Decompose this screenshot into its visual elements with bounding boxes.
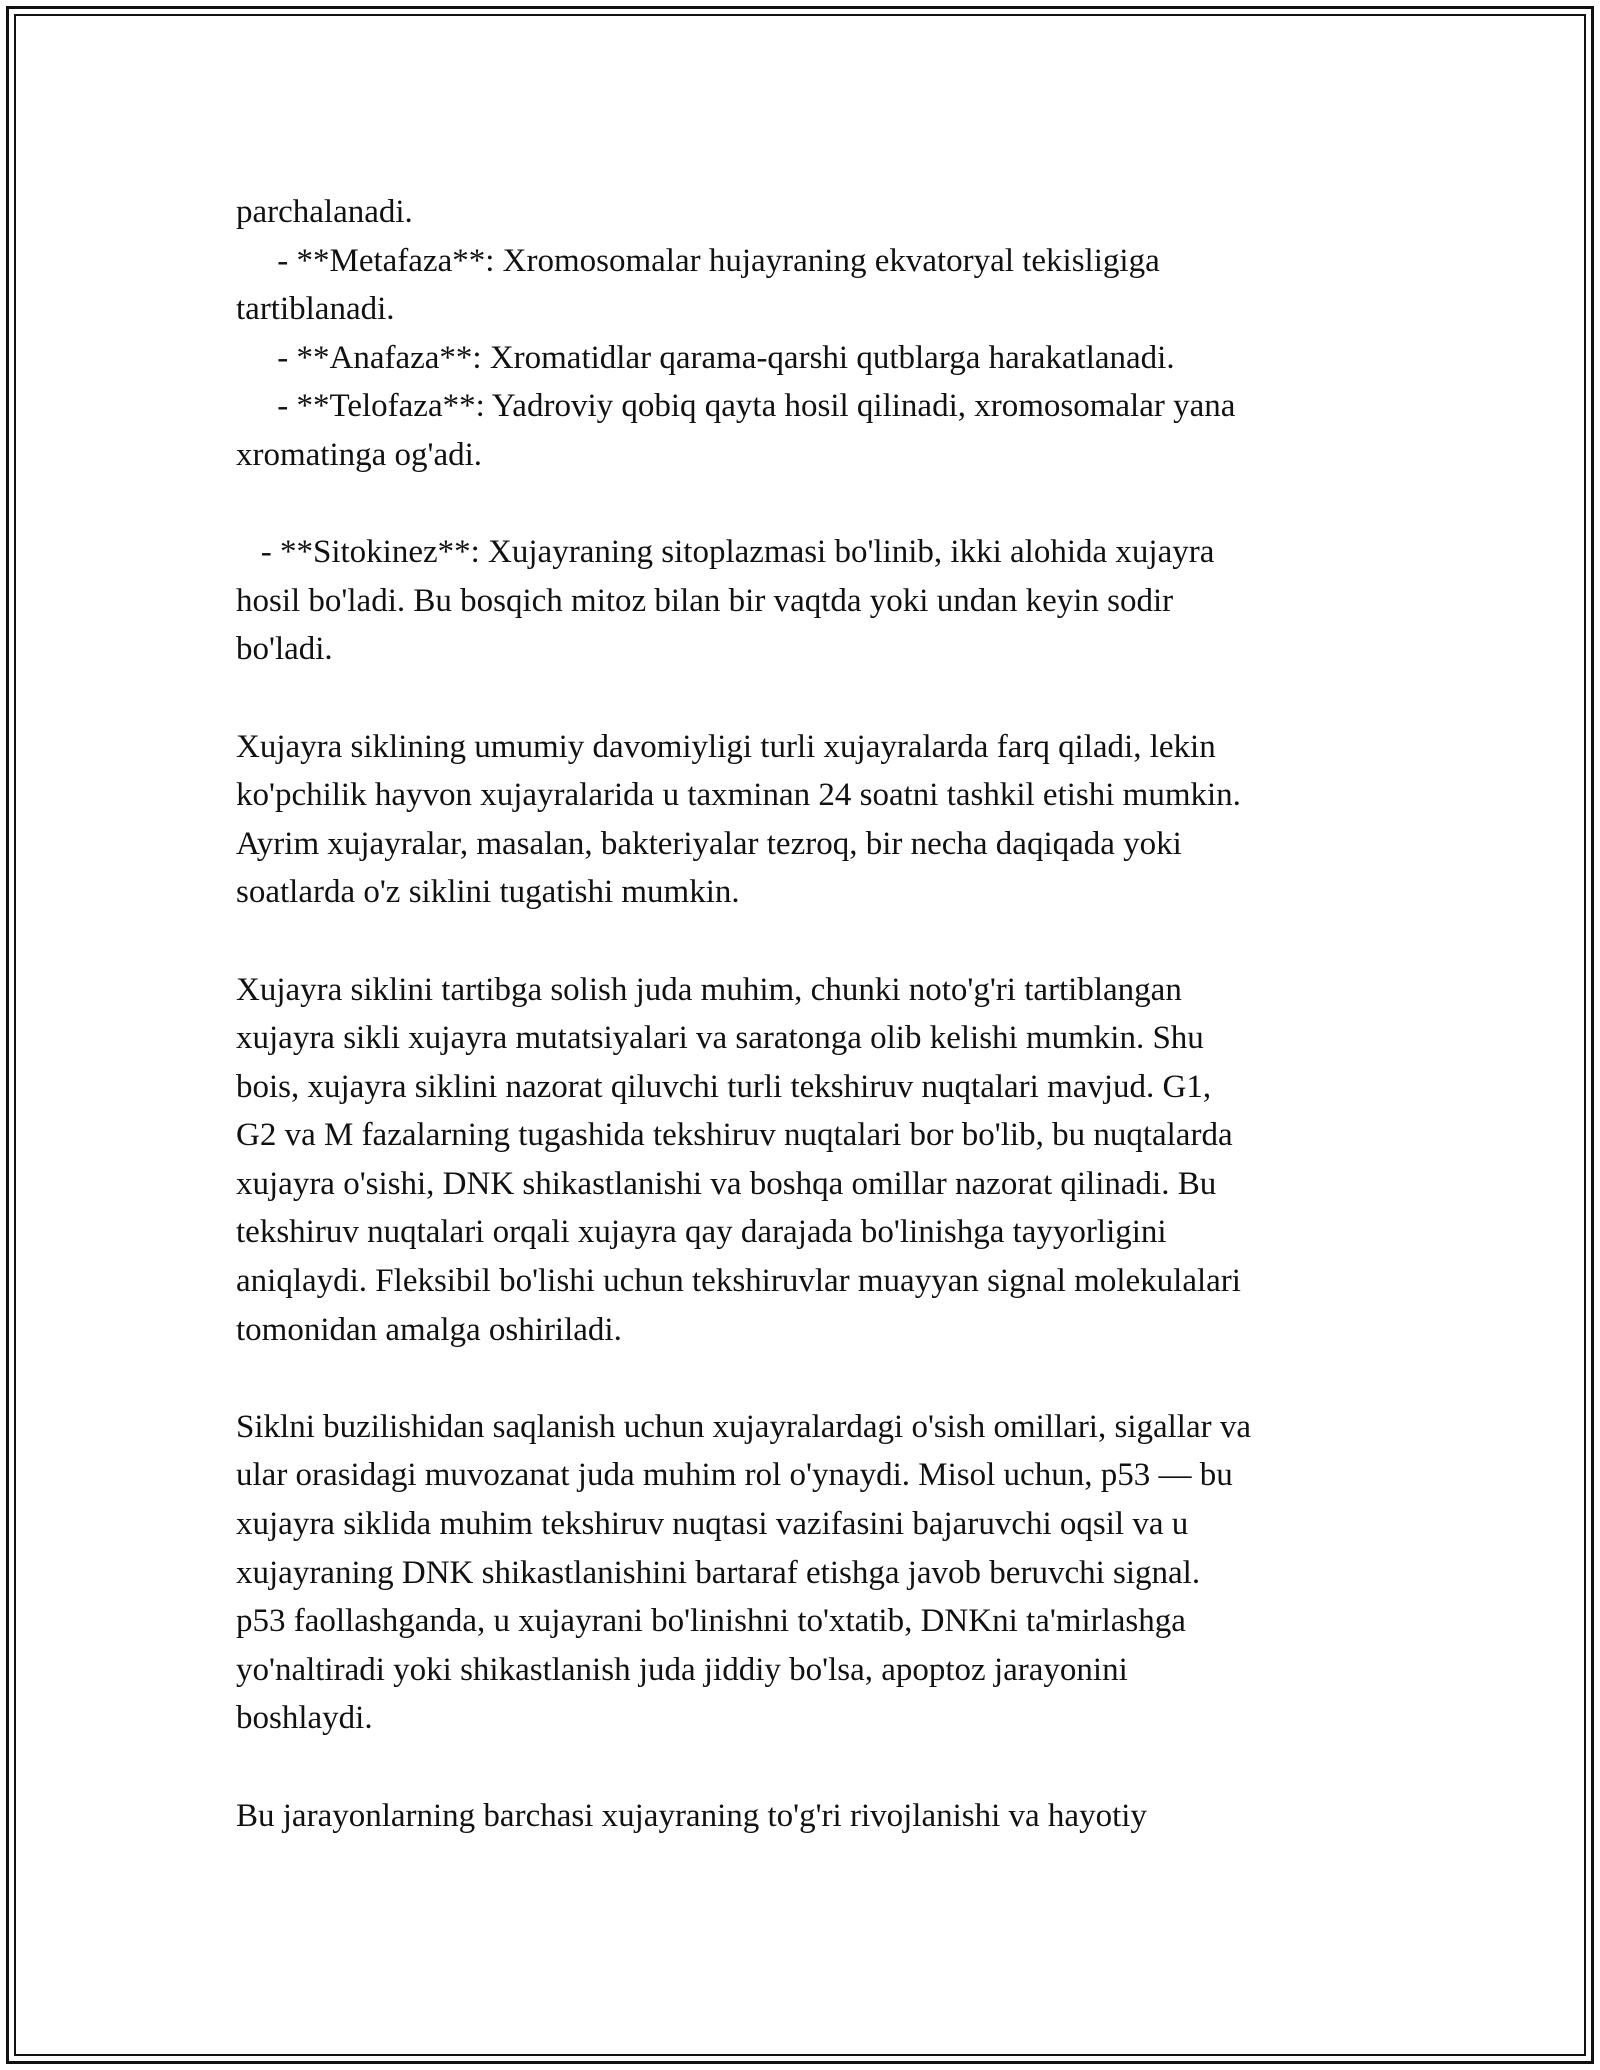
text-line: hosil bo'ladi. Bu bosqich mitoz bilan bir vaqtda yoki undan keyin sodir	[236, 582, 1174, 619]
text-line: G2 va M fazalarning tugashida tekshiruv nuqtalari bor bo'lib, bu nuqtalarda	[236, 1117, 1233, 1154]
text-line: - **Metafaza**: Xromosomalar hujayraning ekvatoryal tekisligiga	[236, 242, 1160, 279]
text-line: xujayra o'sishi, DNK shikastlanishi va boshqa omillar nazorat qilinadi. Bu	[236, 1165, 1217, 1202]
text-line: p53 faollashganda, u xujayrani bo'linishni to'xtatib, DNKni ta'mirlashga	[236, 1603, 1186, 1640]
text-line: - **Anafaza**: Xromatidlar qarama-qarshi qutblarga harakatlanadi.	[236, 339, 1175, 376]
paragraph-gap	[236, 480, 1376, 529]
text-line: tekshiruv nuqtalari orqali xujayra qay darajada bo'linishga tayyorligini	[236, 1214, 1167, 1251]
text-line: ular orasidagi muvozanat juda muhim rol o'ynaydi. Misol uchun, p53 — bu	[236, 1457, 1233, 1494]
text-line: bois, xujayra siklini nazorat qiluvchi turli tekshiruv nuqtalari mavjud. G1,	[236, 1068, 1212, 1105]
text-line: bo'ladi.	[236, 631, 333, 668]
text-line: xujayra siklida muhim tekshiruv nuqtasi vazifasini bajaruvchi oqsil va u	[236, 1506, 1189, 1543]
text-line: Ayrim xujayralar, masalan, bakteriyalar tezroq, bir necha daqiqada yoki	[236, 825, 1182, 862]
text-line: xujayraning DNK shikastlanishini bartaraf etishga javob beruvchi signal.	[236, 1554, 1201, 1591]
text-line: yo'naltiradi yoki shikastlanish juda jiddiy bo'lsa, apoptoz jarayonini	[236, 1651, 1128, 1688]
text-line: Siklni buzilishidan saqlanish uchun xujayralardagi o'sish omillari, sigallar va	[236, 1408, 1252, 1445]
text-line: Bu jarayonlarning barchasi xujayraning to'g'ri rivojlanishi va hayotiy	[236, 1797, 1147, 1834]
text-line: - **Telofaza**: Yadroviy qobiq qayta hosil qilinadi, xromosomalar yana	[236, 388, 1236, 425]
text-line: Xujayra siklining umumiy davomiyligi turli xujayralarda farq qiladi, lekin	[236, 728, 1216, 765]
paragraph-gap	[236, 1354, 1376, 1403]
text-line: xromatinga og'adi.	[236, 436, 483, 473]
text-line: aniqlaydi. Fleksibil bo'lishi uchun tekshiruvlar muayyan signal molekulalari	[236, 1263, 1241, 1300]
paragraph-gap	[236, 674, 1376, 723]
paragraph-gap	[236, 1743, 1376, 1792]
text-line: tartiblanadi.	[236, 291, 395, 328]
text-line: ko'pchilik hayvon xujayralarida u taxminan 24 soatni tashkil etishi mumkin.	[236, 777, 1241, 814]
text-line: boshlaydi.	[236, 1700, 373, 1737]
text-line: tomonidan amalga oshiriladi.	[236, 1311, 622, 1348]
paragraph-gap	[236, 917, 1376, 966]
document-body	[236, 188, 1376, 1840]
text-line: - **Sitokinez**: Xujayraning sitoplazmasi bo'linib, ikki alohida xujayra	[236, 534, 1215, 571]
text-line: xujayra sikli xujayra mutatsiyalari va saratonga olib kelishi mumkin. Shu	[236, 1020, 1204, 1057]
text-line: parchalanadi.	[236, 194, 413, 230]
text-line: soatlarda o'z siklini tugatishi mumkin.	[236, 874, 740, 911]
text-line: Xujayra siklini tartibga solish juda muhim, chunki noto'g'ri tartiblangan	[236, 971, 1182, 1008]
